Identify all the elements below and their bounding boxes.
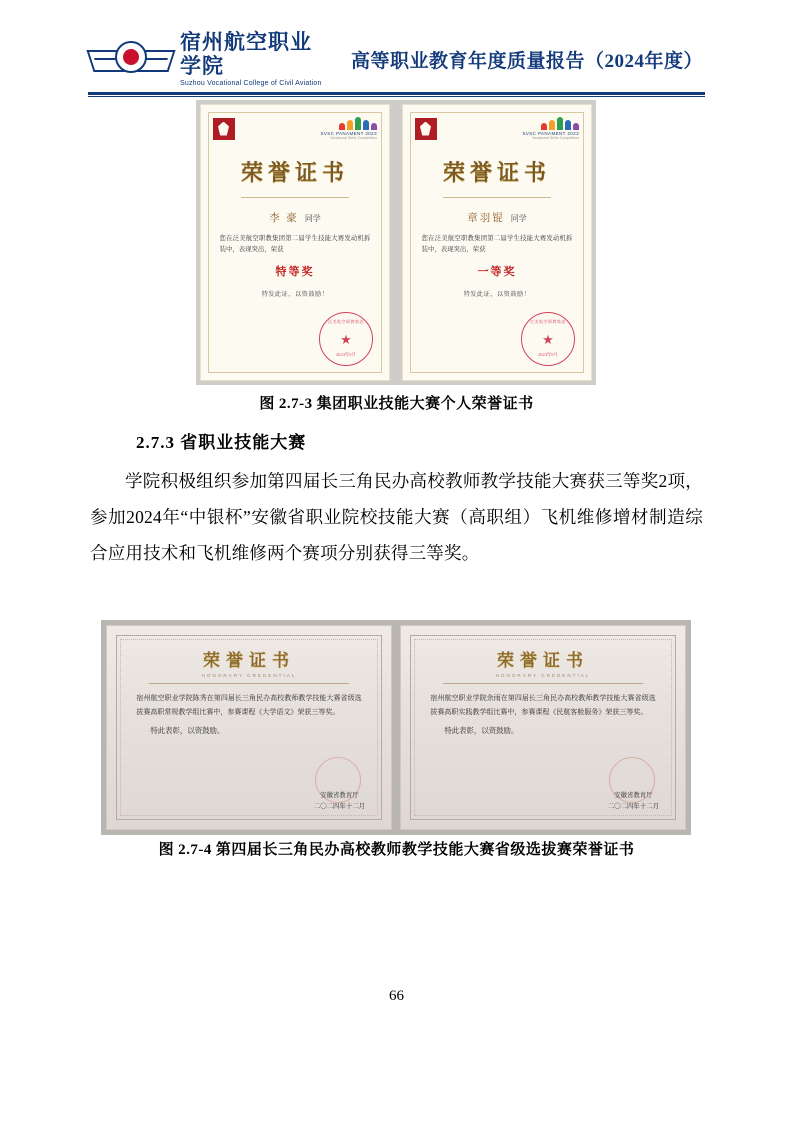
school-name-en: Suzhou Vocational College of Civil Aviation: [180, 79, 322, 87]
seal-star-icon: ★: [340, 331, 352, 347]
school-name-cn: 宿州航空职业学院: [180, 30, 312, 78]
competition-bars-icon: [541, 117, 579, 130]
certificate-signature-block: [608, 791, 659, 813]
certificate-title: 荣誉证书: [240, 160, 349, 185]
certificate-body: 您在泛美航空职教集团第二届学生技能大赛发动机拆装中，表现突出，荣获: [219, 235, 371, 254]
competition-logo-line1: SVSC PANAMENT 2023: [320, 131, 377, 136]
seal-date: 2023年9月: [336, 352, 356, 357]
caption-label: 图: [259, 396, 275, 412]
certificate-title: 荣誉证书: [203, 651, 295, 670]
certificate-card: [200, 104, 390, 381]
certificate-divider: [443, 683, 643, 684]
aviation-wings-icon: [90, 37, 172, 81]
figure-caption-2: [0, 838, 793, 859]
recipient-name: 李 豪: [269, 213, 299, 224]
certificate-card: [400, 625, 686, 830]
school-name-block: [180, 31, 329, 86]
competition-logo-line2: Vocational Skills Competition: [532, 136, 579, 140]
certificate-body: 宿州航空职业学院余雨在第四届长三角民办高校教师教学技能大赛省级选拔赛高职实践教学组比赛中，参赛课程《民航客舱服务》荣获三等奖。: [430, 694, 656, 716]
figure-group-certificates-provincial: [101, 620, 691, 835]
certificate-signature-block: [314, 791, 365, 813]
group-emblem-icon: [213, 118, 235, 140]
seal-organization: 泛美航空职教集团: [328, 319, 364, 324]
certificate-divider: [241, 197, 349, 198]
recipient-name: 章羽锟: [467, 213, 505, 224]
certificate-honor-line: 特此表彰，以资鼓励。: [150, 726, 225, 736]
certificate-title: 荣誉证书: [442, 160, 551, 185]
certificate-award: 特等奖: [275, 266, 315, 279]
seal-star-icon: ★: [542, 331, 554, 347]
report-title: 高等职业教育年度质量报告（2024年度）: [350, 50, 703, 72]
certificate-footer: 特发此证，以资鼓励！: [463, 291, 531, 299]
certificate-body: 您在泛美航空职教集团第二届学生技能大赛发动机拆装中，表现突出，荣获: [421, 235, 573, 254]
signing-organization: 安徽省教育厅: [320, 792, 359, 800]
recipient-suffix: 同学: [304, 214, 321, 223]
certificate-honor-line: 特此表彰，以资鼓励。: [444, 726, 519, 736]
caption-number: 2.7-4: [178, 842, 212, 858]
section-paragraph: 学院积极组织参加第四届长三角民办高校教师教学技能大赛获三等奖2项，参加2024年“中银杯”安徽省职业院校技能大赛（高职组）飞机维修增材制造综合应用技术和飞机维修两个赛项分别获得三等奖。: [90, 471, 703, 563]
section-heading: [136, 428, 306, 453]
competition-bars-icon: [339, 117, 377, 130]
certificate-subtitle: HONORARY CREDENTIAL: [201, 673, 297, 678]
caption-text: 集团职业技能大赛个人荣誉证书: [316, 396, 534, 412]
signing-date: 二〇二四年十二月: [313, 803, 365, 811]
competition-logo: [522, 117, 579, 140]
caption-number: 2.7-3: [278, 396, 313, 412]
certificate-divider: [443, 197, 551, 198]
figure-group-certificates-personal: [196, 100, 596, 385]
certificate-title: 荣誉证书: [497, 651, 589, 670]
certificate-card: [106, 625, 392, 830]
certificate-divider: [149, 683, 349, 684]
signing-organization: 安徽省教育厅: [614, 792, 653, 800]
certificate-header: [213, 117, 377, 140]
section-title: 省职业技能大赛: [180, 433, 307, 452]
recipient-suffix: 同学: [510, 214, 527, 223]
certificate-body: 宿州航空职业学院陈秀在第四届长三角民办高校教师教学技能大赛省级选拔赛高职常规教学组比赛中，参赛课程《大学语文》荣获三等奖。: [136, 694, 362, 716]
official-seal-stamp: [521, 312, 575, 366]
competition-logo-line2: Vocational Skills Competition: [330, 136, 377, 140]
official-seal-stamp: [319, 312, 373, 366]
seal-organization: 泛美航空职教集团: [530, 319, 566, 324]
certificate-footer: 特发此证，以资鼓励！: [261, 291, 329, 299]
page-header: [90, 30, 703, 88]
group-emblem-icon: [415, 118, 437, 140]
page-number: 66: [389, 988, 404, 1004]
header-divider: [88, 92, 705, 95]
certificate-subtitle: HONORARY CREDENTIAL: [495, 673, 591, 678]
competition-logo: [320, 117, 377, 140]
signing-date: 二〇二四年十二月: [607, 803, 659, 811]
competition-logo-line1: SVSC PANAMENT 2023: [522, 131, 579, 136]
certificate-recipient: [269, 210, 321, 225]
certificate-award: 一等奖: [477, 266, 517, 279]
seal-date: 2023年9月: [538, 352, 558, 357]
certificate-recipient: [467, 210, 527, 225]
caption-label: 图: [158, 842, 175, 858]
section-number: 2.7.3: [136, 433, 175, 452]
figure-caption-1: [0, 392, 793, 413]
caption-text: 第四届长三角民办高校教师教学技能大赛省级选拔赛荣誉证书: [215, 842, 635, 858]
certificate-header: [415, 117, 579, 140]
certificate-card: [402, 104, 592, 381]
school-logo: [90, 31, 329, 86]
